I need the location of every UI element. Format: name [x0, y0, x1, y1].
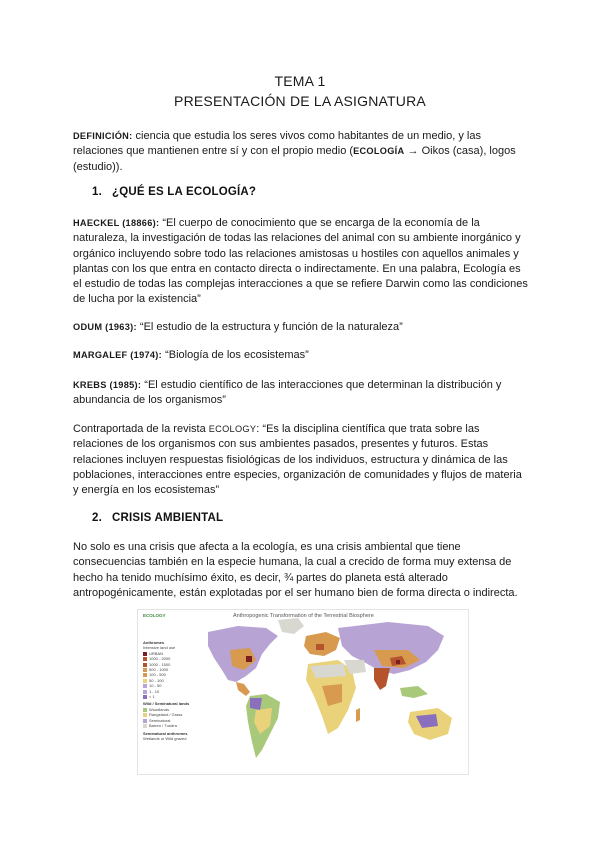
legend-wild-heading: Wild / Seminatural lands [143, 701, 190, 707]
greenland-landmass [278, 618, 304, 634]
legend-label: < 1 [149, 694, 155, 700]
asia-urban [396, 660, 400, 664]
margalef-text: “Biología de los ecosistemas” [162, 349, 309, 361]
section-number: 1. [92, 186, 102, 198]
section-number: 2. [92, 512, 102, 524]
ecology-journal-name: ECOLOGY [208, 424, 257, 434]
south-america-wild [250, 698, 262, 710]
krebs-text: “El estudio científico de las interacciones que determinan la distribución y abundancia de los organismos” [73, 379, 502, 407]
contraportada-text-b: : “Es la disciplina científica que trata sobre las relaciones de los organismos con sus ambientes pasados, presentes y futuros. Estas relaciones incluyen respuestas fisiológicas de los individuos, estructura y dinámica de las poblaciones, interacciones entre especies, organización de comunidades y flujos de materia y energía en los ecosistemas” [73, 423, 522, 497]
definition-label: DEFINICIÓN: [73, 131, 133, 141]
world-map [138, 610, 468, 774]
legend-heading: Anthromes [143, 640, 165, 645]
central-america-landmass [236, 682, 250, 696]
map-title: Anthropogenic Transformation of the Terrestrial Biosphere [233, 613, 374, 619]
odum-label: ODUM (1963): [73, 322, 137, 332]
haeckel-label: HAECKEL (18866): [73, 218, 160, 228]
margalef-label: MARGALEF (1974): [73, 350, 163, 360]
madagascar [356, 708, 360, 722]
legend-label: 500 - 1000 [149, 667, 169, 673]
haeckel-text: “El cuerpo de conocimiento que se encarga de la economía de la naturaleza, la investigación de todas las relaciones del animal con su ambiente inorgánico y orgánico incluyendo sobre todo las relaciones amistosas u hostiles con aquellos animales y plantas con los que entra en contacto directa o indirectamente. En una palabra, Ecología es el estudio de todas las complejas interacciones a que se refiere Darwin como las condiciones de lucha por la existencia” [73, 217, 528, 306]
krebs-paragraph [73, 378, 528, 409]
section-title: ¿QUÉ ES LA ECOLOGÍA? [112, 186, 257, 198]
crisis-paragraph: No solo es una crisis que afecta a la ecología, es una crisis ambiental que tiene consecuencias también en la especie humana, la cual a crecido de forma muy extensa de hecho ha tenido muchísimo éxito, es decir, ¾ partes do planeta está alterado antropogénicamente, están explotadas por el ser humano bien de forma directa o indirecta. [73, 541, 518, 599]
section-heading-2 [92, 512, 223, 524]
definition-paragraph [73, 129, 528, 175]
krebs-label: KREBS (1985): [73, 380, 142, 390]
definition-text-a: ciencia que estudia los seres vivos como habitantes de un medio, y las relaciones que mantienen entre sí y con el propio medio ( [73, 130, 481, 158]
legend-label: URBAN [149, 650, 164, 656]
legend-label: 1 - 10 [149, 688, 160, 694]
legend-subheading: Intensive land use [143, 645, 176, 651]
odum-text: “El estudio de la estructura y función de la naturaleza” [136, 321, 403, 333]
africa-sahara [310, 664, 346, 678]
section-title: CRISIS AMBIENTAL [112, 512, 224, 524]
ecologia-term: ECOLOGÍA [353, 146, 405, 157]
haeckel-paragraph [73, 216, 528, 308]
contraportada-text-a: Contraportada de la revista [73, 423, 209, 435]
north-america-urban [246, 656, 252, 662]
legend-label: 10 - 50 [149, 683, 162, 689]
journal-logo: ECOLOGY [143, 613, 166, 618]
europe-urban [316, 644, 324, 650]
odum-paragraph [73, 320, 528, 335]
legend-label: 1000 - 1500 [149, 661, 171, 667]
page-subtitle: PRESENTACIÓN DE LA ASIGNATURA [174, 93, 426, 109]
section-heading-1 [92, 186, 256, 198]
definition-text-b: → Oikos (casa), logos (estudio)). [73, 145, 516, 173]
margalef-paragraph [73, 348, 528, 363]
legend-label: 50 - 100 [149, 677, 164, 683]
legend-label: Barren / Tundra [149, 723, 177, 729]
legend-label: Woodlands [149, 706, 169, 712]
legend-label: 1000 - 2000 [149, 656, 171, 662]
legend-label: 100 - 500 [149, 672, 166, 678]
legend-bottom-heading: Seminatural anthromes [143, 730, 188, 736]
legend-label: Seminatural [149, 717, 171, 723]
tema-title: TEMA 1 [274, 73, 326, 89]
contraportada-paragraph [73, 422, 528, 498]
legend-label: Rangeland / Grass [149, 712, 183, 718]
india-subcontinent [374, 668, 390, 690]
anthromes-world-map-figure [137, 609, 469, 775]
southeast-asia-islands [400, 686, 428, 698]
legend-bottom-item: Wetlands or Wild grazed [143, 735, 187, 741]
